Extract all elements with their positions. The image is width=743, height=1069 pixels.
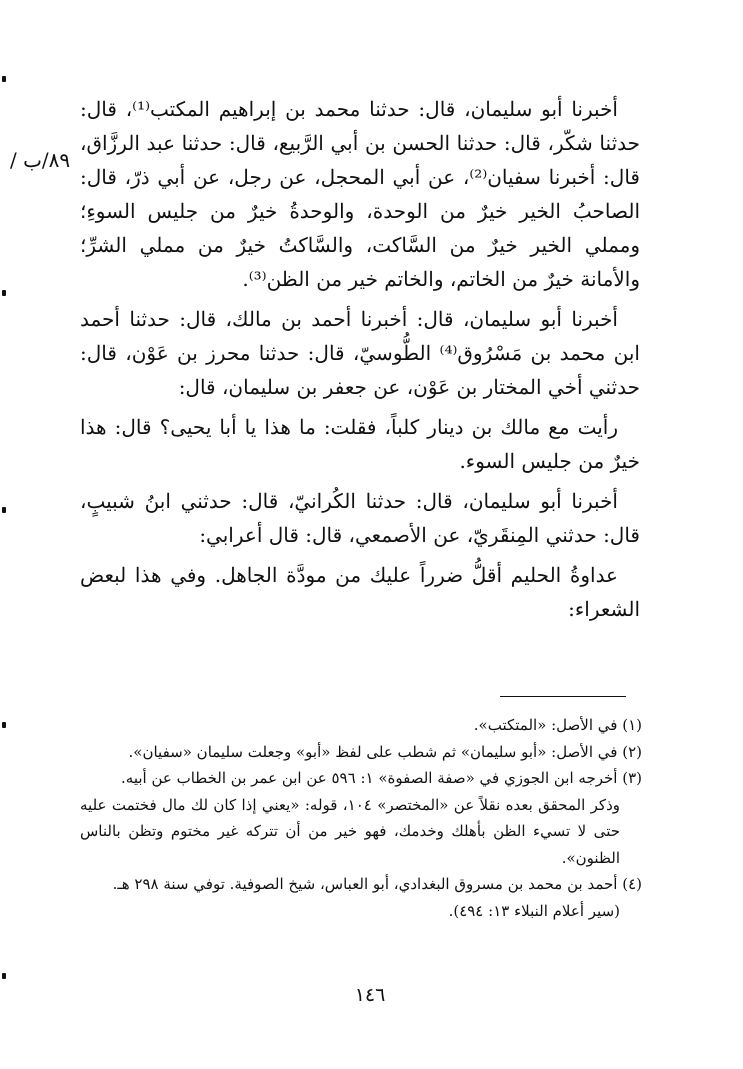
footnote-1: (١) في الأصل: «المتكتب». <box>473 716 642 734</box>
footnote-4: (٤) أحمد بن محمد بن مسروق البغدادي، أبو العباس، شيخ الصوفية. توفي سنة ٢٩٨ هـ. <box>112 875 642 893</box>
footnotes <box>80 712 642 924</box>
footnote-4-source: (سير أعلام النبلاء ١٣: ٤٩٤). <box>448 901 620 920</box>
scan-mark-1 <box>2 76 6 82</box>
footnote-3: (٣) أخرجه ابن الجوزي في «صفة الصفوة» ١: ٥٩٦ عن ابن عمر بن الخطاب عن أبيه. <box>121 769 642 787</box>
footnote-3-continuation: وذكر المحقق بعده نقلاً عن «المختصر» ١٠٤، قوله: «يعني إذا كان لك مال فختمت عليه حتى لا تسيء الظن بأهلك وخدمك، فهو خير من أن تتركه غير مختوم وتظن بالناس الظنون». <box>80 795 620 867</box>
page-number: ١٤٦ <box>354 984 386 1006</box>
main-text <box>80 92 640 632</box>
paragraph-2: أخبرنا أبو سليمان، قال: أخبرنا أحمد بن مالك، قال: حدثنا أحمد ابن محمد بن مَسْرُوق⁽⁴⁾ الطُّوسيّ، قال: حدثنا محرز بن عَوْن، قال: حدثني أخي المختار بن عَوْن، عن جعفر بن سليمان، قال: <box>80 307 640 399</box>
scan-mark-4 <box>2 722 6 728</box>
paragraph-1: أخبرنا أبو سليمان، قال: حدثنا محمد بن إبراهيم المكتب⁽¹⁾، قال: حدثنا شكّر، قال: حدثنا الحسن بن أبي الرَّبيع، قال: حدثنا عبد الرزَّاق، قال: أخبرنا سفيان⁽²⁾، عن أبي المحجل، عن رجل، عن أبي ذرّ، قال: الصاحبُ الخير خيرٌ من الوحدة، والوحدةُ خيرٌ من جليس السوءِ؛ ومملي الخير خيرٌ من السَّاكت، والسَّاكتُ خيرٌ من مملي الشرِّ؛ والأمانة خيرٌ من الخاتم، والخاتم خير من الظن⁽³⁾. <box>80 97 640 291</box>
paragraph-5: عداوةُ الحليم أقلُّ ضرراً عليك من مودَّة الجاهل. وفي هذا لبعض الشعراء: <box>80 563 640 621</box>
scan-mark-3 <box>2 507 6 513</box>
scan-mark-2 <box>2 290 6 296</box>
paragraph-4: أخبرنا أبو سليمان، قال: حدثنا الكُرانيّ، قال: حدثني ابنُ شبيبٍ، قال: حدثني المِنقَريّ، عن الأصمعي، قال: قال أعرابي: <box>80 489 640 547</box>
manuscript-folio-note: ٨٩/ب / <box>10 148 71 172</box>
scan-mark-5 <box>2 973 6 979</box>
footnote-2: (٢) في الأصل: «أبو سليمان» ثم شطب على لفظ «أبو» وجعلت سليمان «سفيان». <box>128 742 642 761</box>
paragraph-3: رأيت مع مالك بن دينار كلباً، فقلت: ما هذا يا أبا يحيى؟ قال: هذا خيرٌ من جليس السوء. <box>80 415 640 473</box>
footnote-separator <box>500 696 626 697</box>
